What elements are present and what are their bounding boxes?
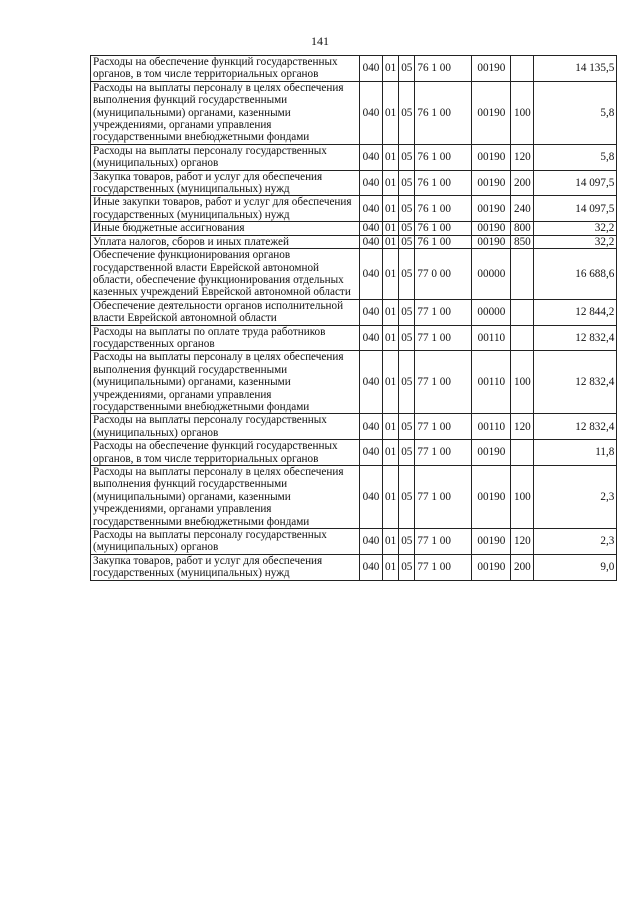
- code-vr: [511, 440, 534, 466]
- budget-table-body: [91, 56, 617, 581]
- page-number: 141: [311, 34, 329, 48]
- code-gr: 040: [360, 249, 383, 300]
- code-pr: 05: [399, 299, 415, 325]
- code-pr: 05: [399, 81, 415, 144]
- code-vr: 850: [511, 235, 534, 248]
- code-rz: 01: [383, 222, 399, 235]
- table-row: [91, 351, 617, 414]
- code-rz: 01: [383, 414, 399, 440]
- code-rz: 01: [383, 170, 399, 196]
- code-cs-direction: 00110: [472, 414, 511, 440]
- code-gr: 040: [360, 299, 383, 325]
- code-cs-program: 77 1 00: [415, 529, 472, 555]
- code-cs-program: 77 1 00: [415, 351, 472, 414]
- table-row: [91, 81, 617, 144]
- code-cs-program: 76 1 00: [415, 196, 472, 222]
- code-vr: 100: [511, 466, 534, 529]
- code-vr: 240: [511, 196, 534, 222]
- code-cs-direction: 00000: [472, 299, 511, 325]
- code-gr: 040: [360, 196, 383, 222]
- table-row: [91, 414, 617, 440]
- code-pr: 05: [399, 144, 415, 170]
- row-name: Иные закупки товаров, работ и услуг для обеспечения государственных (муниципальных) нужд: [91, 196, 360, 222]
- code-rz: 01: [383, 235, 399, 248]
- code-rz: 01: [383, 440, 399, 466]
- code-cs-direction: 00190: [472, 144, 511, 170]
- row-name: Расходы на обеспечение функций государственных органов, в том числе территориальных органов: [91, 440, 360, 466]
- code-gr: 040: [360, 440, 383, 466]
- code-pr: 05: [399, 529, 415, 555]
- table-row: [91, 196, 617, 222]
- code-gr: 040: [360, 144, 383, 170]
- code-cs-program: 76 1 00: [415, 81, 472, 144]
- table-row: [91, 222, 617, 235]
- table-row: [91, 170, 617, 196]
- row-name: Уплата налогов, сборов и иных платежей: [91, 235, 360, 248]
- code-pr: 05: [399, 440, 415, 466]
- code-pr: 05: [399, 249, 415, 300]
- code-cs-program: 76 1 00: [415, 56, 472, 82]
- code-pr: 05: [399, 414, 415, 440]
- code-gr: 040: [360, 222, 383, 235]
- code-gr: 040: [360, 81, 383, 144]
- code-cs-direction: 00190: [472, 222, 511, 235]
- code-gr: 040: [360, 351, 383, 414]
- code-cs-direction: 00190: [472, 56, 511, 82]
- code-rz: 01: [383, 466, 399, 529]
- amount: 5,8: [534, 144, 617, 170]
- code-rz: 01: [383, 249, 399, 300]
- code-cs-program: 76 1 00: [415, 235, 472, 248]
- code-gr: 040: [360, 414, 383, 440]
- code-vr: 200: [511, 554, 534, 580]
- code-pr: 05: [399, 235, 415, 248]
- amount: 12 832,4: [534, 325, 617, 351]
- table-row: [91, 249, 617, 300]
- code-rz: 01: [383, 554, 399, 580]
- code-gr: 040: [360, 554, 383, 580]
- code-rz: 01: [383, 529, 399, 555]
- code-cs-direction: 00190: [472, 170, 511, 196]
- code-pr: 05: [399, 554, 415, 580]
- code-cs-program: 77 1 00: [415, 440, 472, 466]
- amount: 12 832,4: [534, 414, 617, 440]
- code-gr: 040: [360, 466, 383, 529]
- code-pr: 05: [399, 170, 415, 196]
- code-gr: 040: [360, 170, 383, 196]
- amount: 14 135,5: [534, 56, 617, 82]
- code-cs-direction: 00190: [472, 235, 511, 248]
- code-vr: 120: [511, 414, 534, 440]
- row-name: Расходы на выплаты персоналу в целях обеспечения выполнения функций государственными (муниципальными) органами, казенными учреждениями, органами управления государственными внебюджетными фондами: [91, 351, 360, 414]
- code-gr: 040: [360, 529, 383, 555]
- code-rz: 01: [383, 196, 399, 222]
- code-rz: 01: [383, 56, 399, 82]
- table-row: [91, 466, 617, 529]
- code-cs-program: 76 1 00: [415, 170, 472, 196]
- code-vr: 120: [511, 144, 534, 170]
- amount: 11,8: [534, 440, 617, 466]
- amount: 16 688,6: [534, 249, 617, 300]
- row-name: Расходы на обеспечение функций государственных органов, в том числе территориальных органов: [91, 56, 360, 82]
- amount: 14 097,5: [534, 170, 617, 196]
- code-vr: [511, 249, 534, 300]
- code-cs-direction: 00190: [472, 554, 511, 580]
- amount: 12 844,2: [534, 299, 617, 325]
- code-cs-program: 77 1 00: [415, 299, 472, 325]
- code-gr: 040: [360, 235, 383, 248]
- amount: 12 832,4: [534, 351, 617, 414]
- row-name: Закупка товаров, работ и услуг для обеспечения государственных (муниципальных) нужд: [91, 554, 360, 580]
- row-name: Расходы на выплаты персоналу государственных (муниципальных) органов: [91, 414, 360, 440]
- row-name: Обеспечение функционирования органов государственной власти Еврейской автономной области, обеспечение функционирования отдельных казенных учреждений Еврейской автономной области: [91, 249, 360, 300]
- code-vr: [511, 299, 534, 325]
- code-vr: [511, 56, 534, 82]
- code-vr: 100: [511, 81, 534, 144]
- code-cs-direction: 00190: [472, 196, 511, 222]
- table-row: [91, 235, 617, 248]
- row-name: Обеспечение деятельности органов исполнительной власти Еврейской автономной области: [91, 299, 360, 325]
- code-cs-program: 77 1 00: [415, 466, 472, 529]
- code-rz: 01: [383, 144, 399, 170]
- row-name: Расходы на выплаты персоналу государственных (муниципальных) органов: [91, 144, 360, 170]
- code-vr: [511, 325, 534, 351]
- code-pr: 05: [399, 222, 415, 235]
- code-vr: 800: [511, 222, 534, 235]
- table-row: [91, 554, 617, 580]
- code-cs-direction: 00110: [472, 351, 511, 414]
- table-row: [91, 56, 617, 82]
- code-rz: 01: [383, 325, 399, 351]
- code-cs-direction: 00190: [472, 529, 511, 555]
- code-cs-direction: 00110: [472, 325, 511, 351]
- code-vr: 200: [511, 170, 534, 196]
- code-pr: 05: [399, 196, 415, 222]
- code-vr: 120: [511, 529, 534, 555]
- row-name: Иные бюджетные ассигнования: [91, 222, 360, 235]
- row-name: Расходы на выплаты персоналу в целях обеспечения выполнения функций государственными (муниципальными) органами, казенными учреждениями, органами управления государственными внебюджетными фондами: [91, 81, 360, 144]
- code-pr: 05: [399, 56, 415, 82]
- code-cs-program: 77 0 00: [415, 249, 472, 300]
- code-cs-direction: 00190: [472, 466, 511, 529]
- table-row: [91, 325, 617, 351]
- amount: 32,2: [534, 222, 617, 235]
- amount: 14 097,5: [534, 196, 617, 222]
- code-rz: 01: [383, 81, 399, 144]
- row-name: Закупка товаров, работ и услуг для обеспечения государственных (муниципальных) нужд: [91, 170, 360, 196]
- code-cs-direction: 00190: [472, 440, 511, 466]
- table-row: [91, 529, 617, 555]
- code-cs-direction: 00190: [472, 81, 511, 144]
- table-row: [91, 144, 617, 170]
- table-row: [91, 440, 617, 466]
- code-cs-program: 76 1 00: [415, 222, 472, 235]
- amount: 32,2: [534, 235, 617, 248]
- row-name: Расходы на выплаты персоналу государственных (муниципальных) органов: [91, 529, 360, 555]
- code-pr: 05: [399, 325, 415, 351]
- code-pr: 05: [399, 351, 415, 414]
- amount: 2,3: [534, 529, 617, 555]
- amount: 2,3: [534, 466, 617, 529]
- code-cs-program: 76 1 00: [415, 144, 472, 170]
- row-name: Расходы на выплаты по оплате труда работников государственных органов: [91, 325, 360, 351]
- code-cs-program: 77 1 00: [415, 414, 472, 440]
- code-cs-program: 77 1 00: [415, 325, 472, 351]
- amount: 5,8: [534, 81, 617, 144]
- code-cs-program: 77 1 00: [415, 554, 472, 580]
- row-name: Расходы на выплаты персоналу в целях обеспечения выполнения функций государственными (муниципальными) органами, казенными учреждениями, органами управления государственными внебюджетными фондами: [91, 466, 360, 529]
- code-pr: 05: [399, 466, 415, 529]
- amount: 9,0: [534, 554, 617, 580]
- code-rz: 01: [383, 299, 399, 325]
- code-vr: 100: [511, 351, 534, 414]
- code-gr: 040: [360, 325, 383, 351]
- code-rz: 01: [383, 351, 399, 414]
- code-cs-direction: 00000: [472, 249, 511, 300]
- code-gr: 040: [360, 56, 383, 82]
- budget-table: [90, 55, 617, 581]
- table-row: [91, 299, 617, 325]
